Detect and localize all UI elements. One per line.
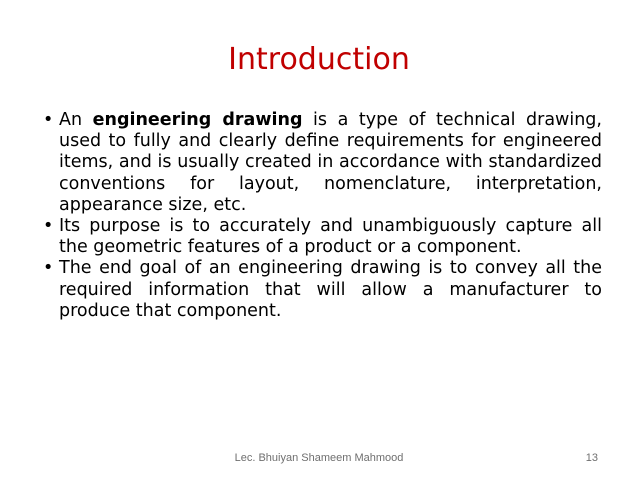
bullet-text	[59, 216, 602, 257]
bullet-text	[59, 258, 602, 320]
bullet-item-3	[43, 258, 602, 322]
bullet-item-1	[43, 110, 602, 216]
bullet-text-part: The end goal of an engineering drawing is to convey all the required information that will allow a manufacturer to produce that component.	[59, 258, 602, 321]
bullet-icon: •	[43, 258, 54, 279]
bullet-icon: •	[43, 216, 54, 237]
slide-title: Introduction	[228, 42, 410, 77]
bullet-text-part: is a type of technical drawing, used to fully and clearly define requirements for engineered items, and is usually created in accordance with standardized conventions for layout, nomenclature, interpretation, appearance size, etc.	[59, 110, 602, 215]
page-number: 13	[585, 452, 598, 464]
bold-term: engineering drawing	[92, 110, 303, 130]
bullet-list	[43, 110, 602, 322]
bullet-item-2	[43, 216, 602, 258]
footer-author: Lec. Bhuiyan Shameem Mahmood	[234, 452, 404, 464]
bullet-icon: •	[43, 110, 54, 130]
bullet-text	[59, 110, 602, 215]
bullet-text-part: Its purpose is to accurately and unambiguously capture all the geometric features of a product or a component.	[59, 216, 602, 258]
bullet-text-part: An	[59, 110, 93, 130]
